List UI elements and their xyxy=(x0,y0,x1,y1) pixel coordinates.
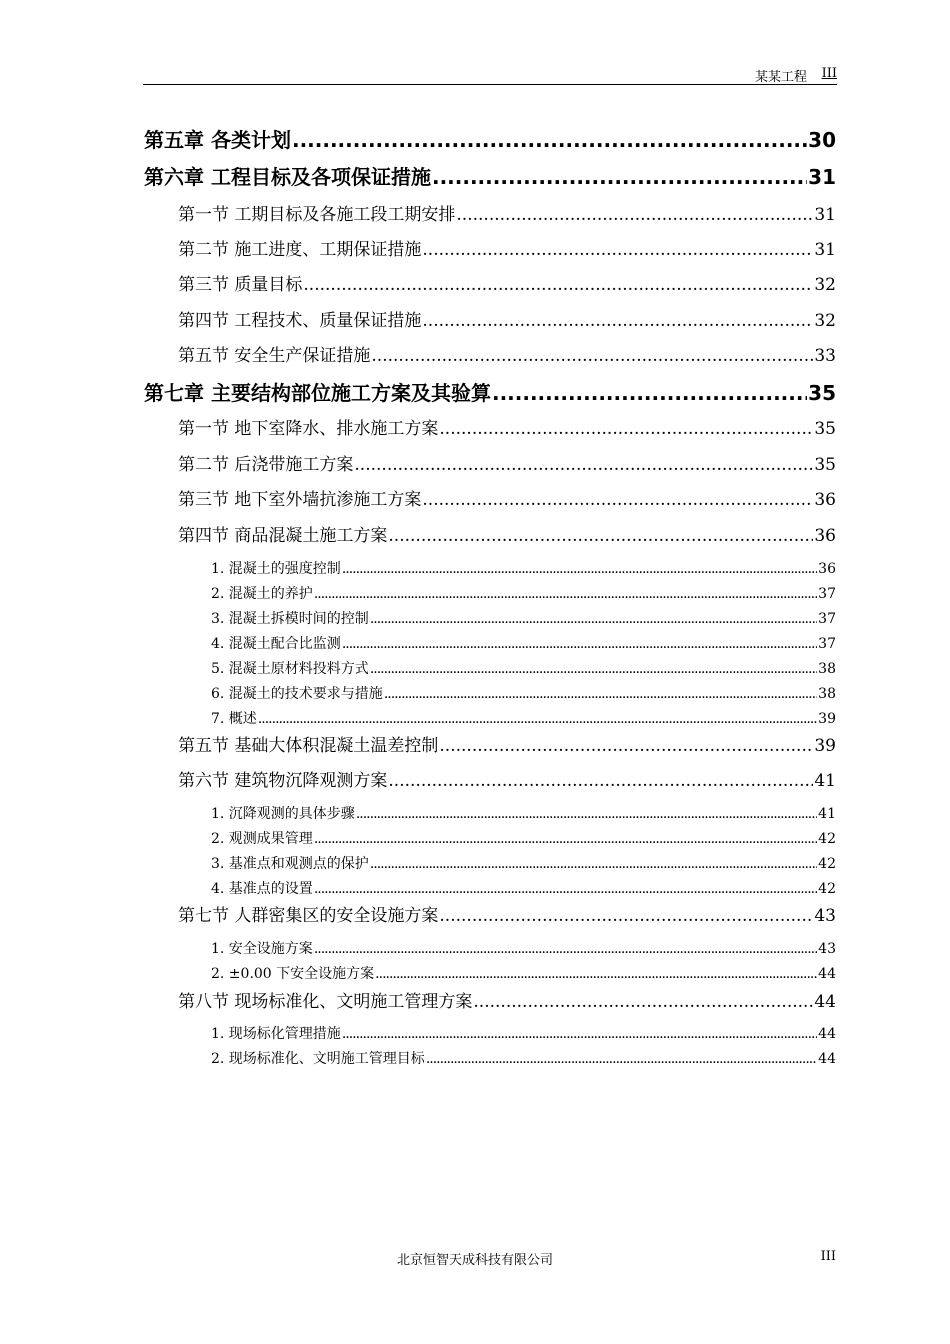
toc-section[interactable] xyxy=(178,200,836,225)
toc-page-number: 35 xyxy=(814,455,836,475)
toc-page-number: 35 xyxy=(814,419,836,439)
toc-dot-leader xyxy=(342,636,817,652)
toc-section[interactable] xyxy=(178,450,836,475)
toc-entry-title: 第八节 现场标准化、文明施工管理方案 xyxy=(178,992,473,1012)
toc-dot-leader xyxy=(426,1051,817,1067)
toc-section[interactable] xyxy=(178,485,836,510)
toc-entry-title: 2. 混凝土的养护 xyxy=(211,586,313,602)
toc-dot-leader xyxy=(456,205,813,225)
toc-entry-title: 第七章 主要结构部位施工方案及其验算 xyxy=(144,381,491,405)
toc-dot-leader xyxy=(342,1026,817,1042)
toc-page-number: 39 xyxy=(818,711,836,727)
toc-dot-leader xyxy=(370,611,817,627)
toc-dot-leader xyxy=(439,906,813,926)
toc-dot-leader xyxy=(439,419,813,439)
toc-subsection[interactable] xyxy=(211,558,836,578)
toc-dot-leader xyxy=(258,711,817,727)
toc-page-number: 38 xyxy=(818,661,836,677)
toc-section[interactable] xyxy=(178,987,836,1012)
toc-entry-title: 第五章 各类计划 xyxy=(144,128,291,152)
toc-entry-title: 第二节 后浇带施工方案 xyxy=(178,455,354,475)
toc-subsection[interactable] xyxy=(211,828,836,848)
header-page-number: III xyxy=(821,66,837,81)
toc-page-number: 42 xyxy=(818,881,836,897)
toc-section[interactable] xyxy=(178,306,836,331)
toc-entry-title: 第六节 建筑物沉降观测方案 xyxy=(178,771,388,791)
toc-chapter[interactable] xyxy=(144,161,836,190)
toc-page-number: 32 xyxy=(814,275,836,295)
toc-section[interactable] xyxy=(178,414,836,439)
toc-subsection[interactable] xyxy=(211,963,836,983)
toc-dot-leader xyxy=(384,686,817,702)
toc-entry-title: 1. 安全设施方案 xyxy=(211,941,313,957)
toc-dot-leader xyxy=(375,966,817,982)
toc-chapter[interactable] xyxy=(144,124,836,153)
toc-page-number: 44 xyxy=(818,966,836,982)
toc-subsection[interactable] xyxy=(211,803,836,823)
toc-entry-title: 第六章 工程目标及各项保证措施 xyxy=(144,165,431,189)
toc-entry-title: 第三节 质量目标 xyxy=(178,275,303,295)
toc-dot-leader xyxy=(388,771,813,791)
toc-subsection[interactable] xyxy=(211,608,836,628)
toc-dot-leader xyxy=(371,346,813,366)
toc-subsection[interactable] xyxy=(211,658,836,678)
toc-section[interactable] xyxy=(178,731,836,756)
toc-page-number: 32 xyxy=(814,311,836,331)
toc-entry-title: 第一节 工期目标及各施工段工期安排 xyxy=(178,205,456,225)
toc-page-number: 41 xyxy=(818,806,836,822)
toc-entry-title: 2. 现场标准化、文明施工管理目标 xyxy=(211,1051,425,1067)
toc-entry-title: 第四节 工程技术、质量保证措施 xyxy=(178,311,422,331)
toc-entry-title: 第一节 地下室降水、排水施工方案 xyxy=(178,419,439,439)
toc-dot-leader xyxy=(422,240,813,260)
toc-dot-leader xyxy=(314,941,817,957)
toc-dot-leader xyxy=(356,806,817,822)
toc-section[interactable] xyxy=(178,270,836,295)
toc-page-number: 42 xyxy=(818,856,836,872)
toc-page-number: 30 xyxy=(808,128,836,152)
toc-page-number: 38 xyxy=(818,686,836,702)
toc-page-number: 43 xyxy=(814,906,836,926)
toc-entry-title: 2. 观测成果管理 xyxy=(211,831,313,847)
toc-page-number: 31 xyxy=(814,205,836,225)
toc-page-number: 41 xyxy=(814,771,836,791)
toc-chapter[interactable] xyxy=(144,377,836,406)
toc-section[interactable] xyxy=(178,901,836,926)
toc-section[interactable] xyxy=(178,766,836,791)
toc-dot-leader xyxy=(422,311,813,331)
toc-entry-title: 5. 混凝土原材料投料方式 xyxy=(211,661,369,677)
toc-entry-title: 第七节 人群密集区的安全设施方案 xyxy=(178,906,439,926)
toc-entry-title: 7. 概述 xyxy=(211,711,257,727)
toc-section[interactable] xyxy=(178,341,836,366)
toc-dot-leader xyxy=(439,736,813,756)
toc-dot-leader xyxy=(473,992,813,1012)
toc-page-number: 44 xyxy=(818,1051,836,1067)
toc-page-number: 33 xyxy=(814,346,836,366)
toc-entry-title: 第四节 商品混凝土施工方案 xyxy=(178,526,388,546)
toc-dot-leader xyxy=(492,381,807,405)
toc-entry-title: 第五节 安全生产保证措施 xyxy=(178,346,371,366)
toc-dot-leader xyxy=(314,881,817,897)
toc-entry-title: 第二节 施工进度、工期保证措施 xyxy=(178,240,422,260)
toc-entry-title: 6. 混凝土的技术要求与措施 xyxy=(211,686,383,702)
toc-dot-leader xyxy=(388,526,813,546)
footer-company: 北京恒智天成科技有限公司 xyxy=(396,1253,553,1268)
toc-entry-title: 2. ±0.00 下安全设施方案 xyxy=(211,966,375,982)
toc-entry-title: 1. 沉降观测的具体步骤 xyxy=(211,806,355,822)
toc-page-number: 39 xyxy=(814,736,836,756)
toc-subsection[interactable] xyxy=(211,853,836,873)
toc-dot-leader xyxy=(370,661,817,677)
toc-page-number: 36 xyxy=(814,526,836,546)
toc-page-number: 31 xyxy=(814,240,836,260)
toc-page-number: 44 xyxy=(814,992,836,1012)
page-header xyxy=(143,64,837,85)
toc-dot-leader xyxy=(432,165,807,189)
toc-entry-title: 第三节 地下室外墙抗渗施工方案 xyxy=(178,490,422,510)
toc-entry-title: 4. 基准点的设置 xyxy=(211,881,313,897)
toc-section[interactable] xyxy=(178,235,836,260)
toc-page-number: 36 xyxy=(818,561,836,577)
toc-dot-leader xyxy=(370,856,817,872)
toc-dot-leader xyxy=(422,490,813,510)
toc-page-number: 44 xyxy=(818,1026,836,1042)
header-title: 某某工程 xyxy=(754,70,807,85)
toc-entry-title: 4. 混凝土配合比监测 xyxy=(211,636,341,652)
toc-entry-title: 1. 现场标化管理措施 xyxy=(211,1026,341,1042)
toc-entry-title: 1. 混凝土的强度控制 xyxy=(211,561,341,577)
toc-page-number: 35 xyxy=(808,381,836,405)
toc-subsection[interactable] xyxy=(211,708,836,728)
toc-subsection[interactable] xyxy=(211,1023,836,1043)
toc-page-number: 37 xyxy=(818,586,836,602)
toc-page-number: 37 xyxy=(818,636,836,652)
toc-dot-leader xyxy=(342,561,817,577)
toc-page-number: 42 xyxy=(818,831,836,847)
toc-dot-leader xyxy=(314,586,817,602)
toc-subsection[interactable] xyxy=(211,583,836,603)
toc-subsection[interactable] xyxy=(211,878,836,898)
toc-entry-title: 第五节 基础大体积混凝土温差控制 xyxy=(178,736,439,756)
toc-entry-title: 3. 基准点和观测点的保护 xyxy=(211,856,369,872)
toc-page-number: 31 xyxy=(808,165,836,189)
toc-subsection[interactable] xyxy=(211,938,836,958)
toc-dot-leader xyxy=(354,455,813,475)
footer-page-number: III xyxy=(820,1249,836,1264)
toc-section[interactable] xyxy=(178,521,836,546)
toc-subsection[interactable] xyxy=(211,1048,836,1068)
toc-dot-leader xyxy=(292,128,807,152)
toc-page-number: 43 xyxy=(818,941,836,957)
toc-subsection[interactable] xyxy=(211,683,836,703)
toc-entry-title: 3. 混凝土拆模时间的控制 xyxy=(211,611,369,627)
toc-page-number: 37 xyxy=(818,611,836,627)
toc-dot-leader xyxy=(314,831,817,847)
toc-subsection[interactable] xyxy=(211,633,836,653)
toc-page-number: 36 xyxy=(814,490,836,510)
toc-dot-leader xyxy=(303,275,813,295)
